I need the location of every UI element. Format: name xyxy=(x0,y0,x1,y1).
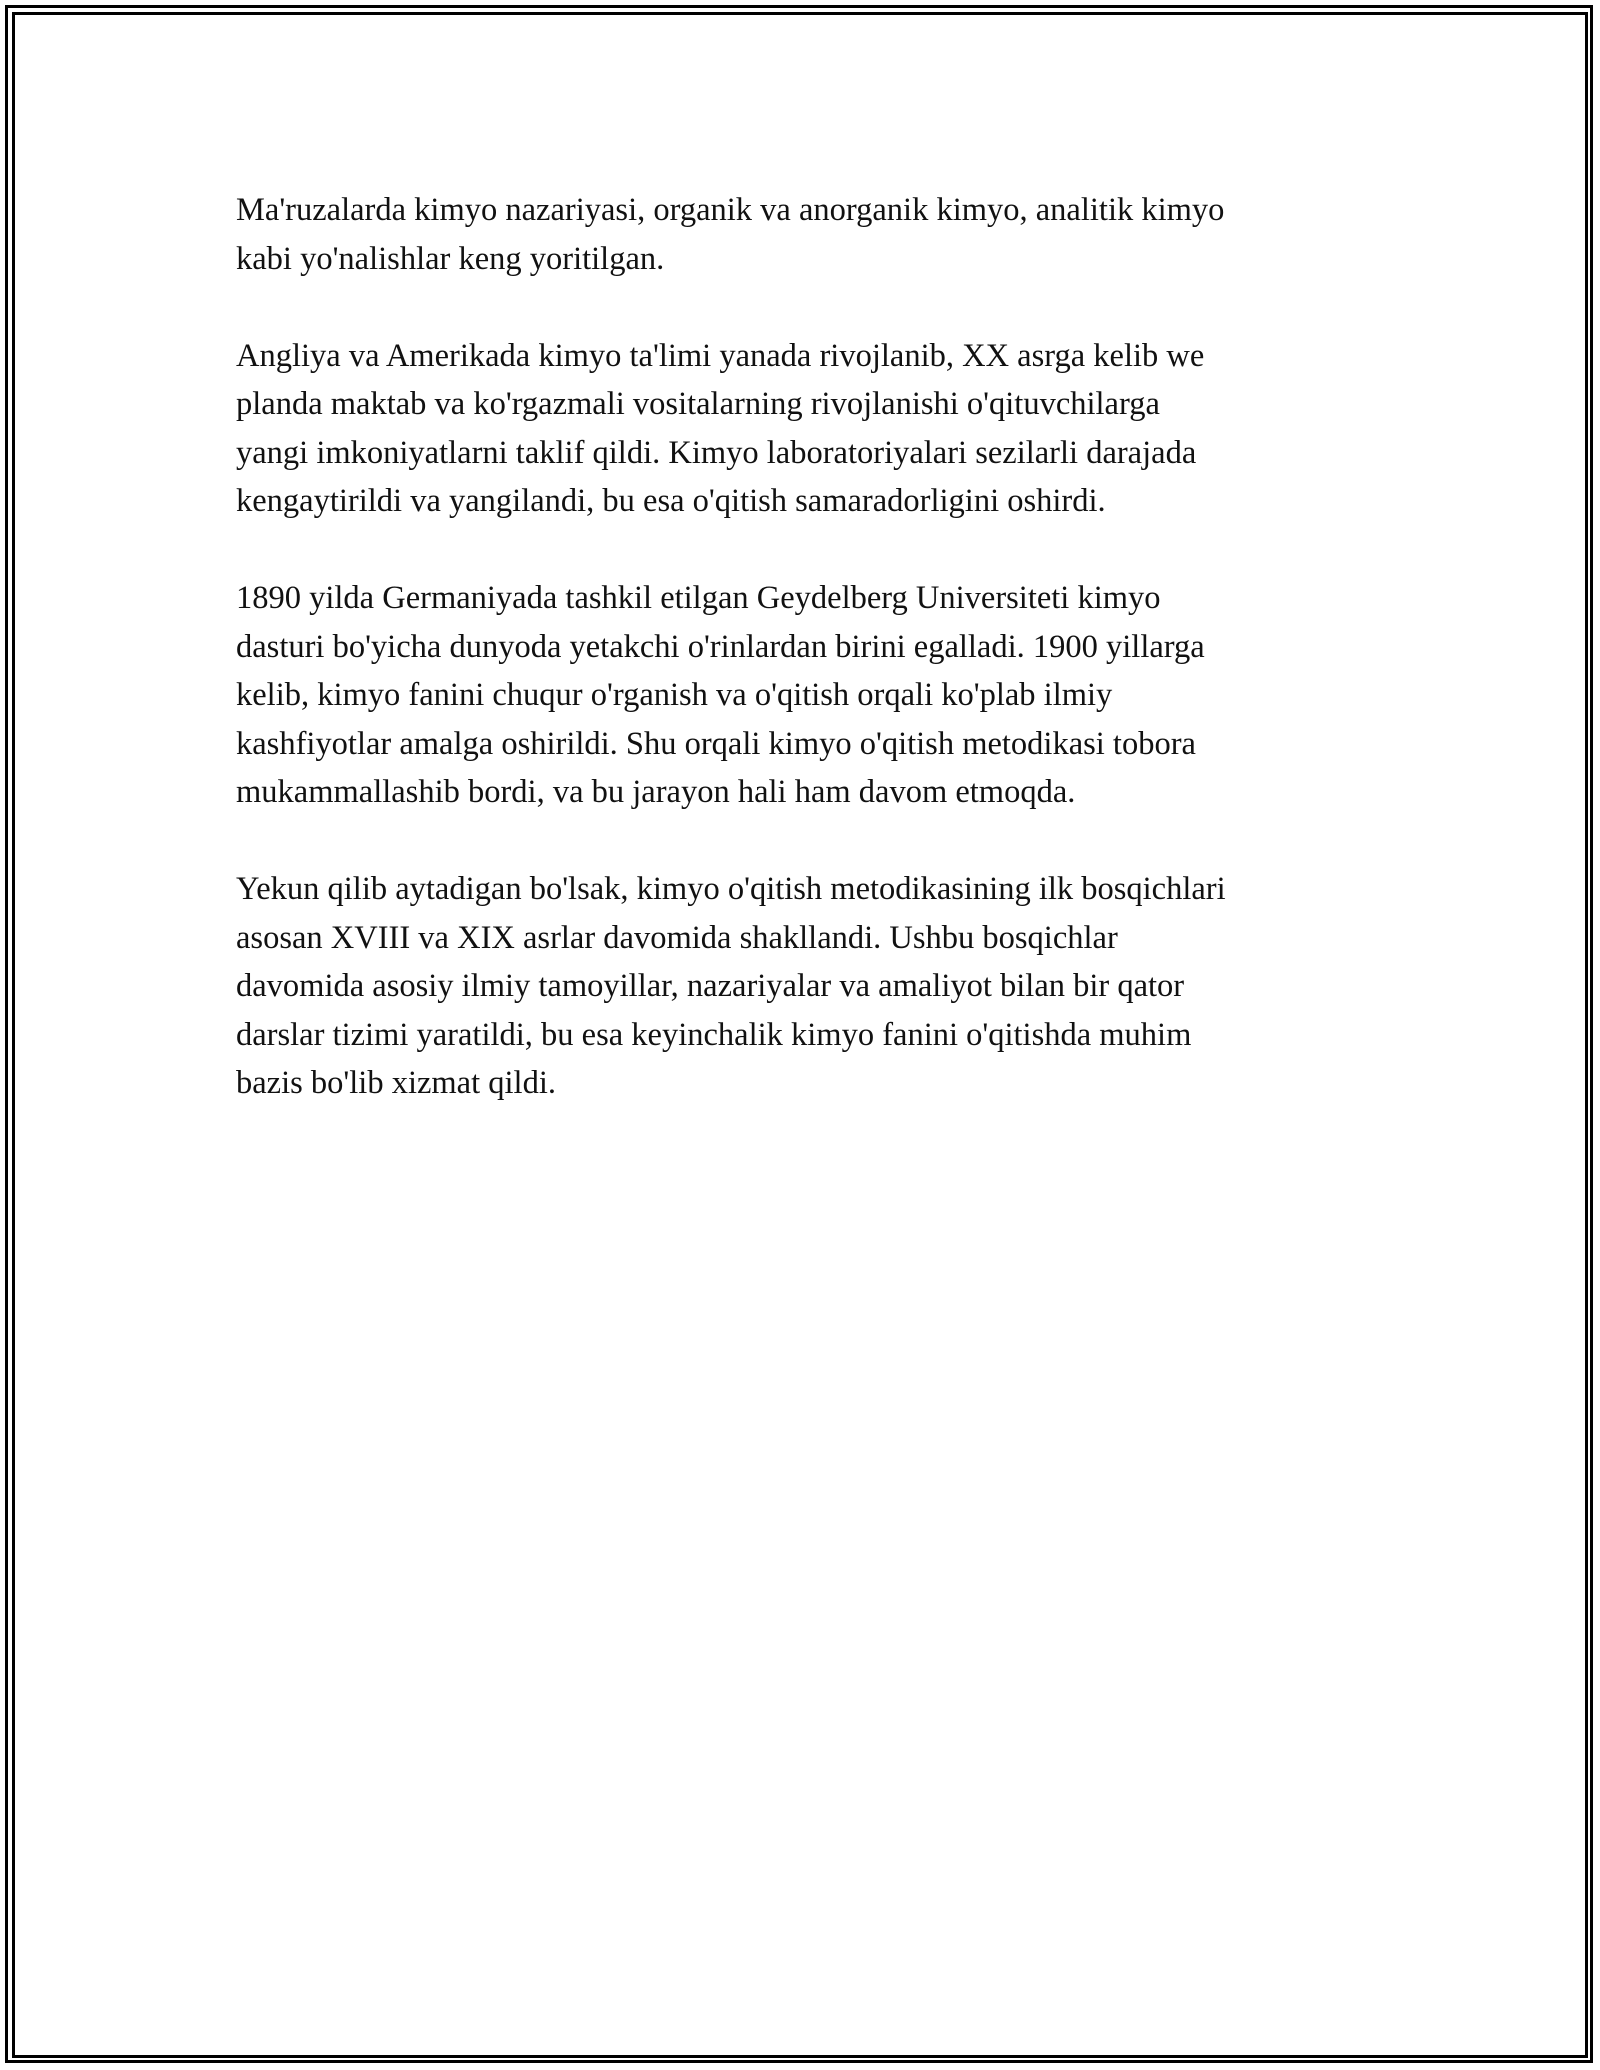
paragraph-2 xyxy=(236,332,1366,526)
text-line: kengaytirildi va yangilandi, bu esa o'qitish samaradorligini oshirdi. xyxy=(236,483,1106,519)
paragraph-4 xyxy=(236,865,1366,1108)
text-line: 1890 yilda Germaniyada tashkil etilgan Geydelberg Universiteti kimyo xyxy=(236,580,1161,616)
text-line: davomida asosiy ilmiy tamoyillar, nazariyalar va amaliyot bilan bir qator xyxy=(236,968,1185,1004)
text-line: kashfiyotlar amalga oshirildi. Shu orqali kimyo o'qitish metodikasi tobora xyxy=(236,725,1196,762)
document-body xyxy=(236,186,1366,1156)
paragraph-3 xyxy=(236,574,1366,817)
text-line: asosan XVIII va XIX asrlar davomida shakllandi. Ushbu bosqichlar xyxy=(236,919,1118,956)
text-line: Ma'ruzalarda kimyo nazariyasi, organik va anorganik kimyo, analitik kimyo xyxy=(236,192,1225,228)
text-line: darslar tizimi yaratildi, bu esa keyinchalik kimyo fanini o'qitishda muhim xyxy=(236,1016,1192,1053)
paragraph-1 xyxy=(236,186,1366,283)
text-line: Angliya va Amerikada kimyo ta'limi yanada rivojlanib, XX asrga kelib we xyxy=(236,337,1205,374)
text-line: bazis bo'lib xizmat qildi. xyxy=(236,1065,556,1101)
text-line: dasturi bo'yicha dunyoda yetakchi o'rinlardan birini egalladi. 1900 yillarga xyxy=(236,628,1205,665)
text-line: kelib, kimyo fanini chuqur o'rganish va o'qitish orqali ko'plab ilmiy xyxy=(236,677,1113,713)
text-line: planda maktab va ko'rgazmali vositalarning rivojlanishi o'qituvchilarga xyxy=(236,386,1160,422)
text-line: Yekun qilib aytadigan bo'lsak, kimyo o'qitish metodikasining ilk bosqichlari xyxy=(236,871,1226,907)
text-line: mukammallashib bordi, va bu jarayon hali ham davom etmoqda. xyxy=(236,774,1076,810)
text-line: kabi yo'nalishlar keng yoritilgan. xyxy=(236,240,665,277)
text-line: yangi imkoniyatlarni taklif qildi. Kimyo laboratoriyalari sezilarli darajada xyxy=(236,434,1197,471)
